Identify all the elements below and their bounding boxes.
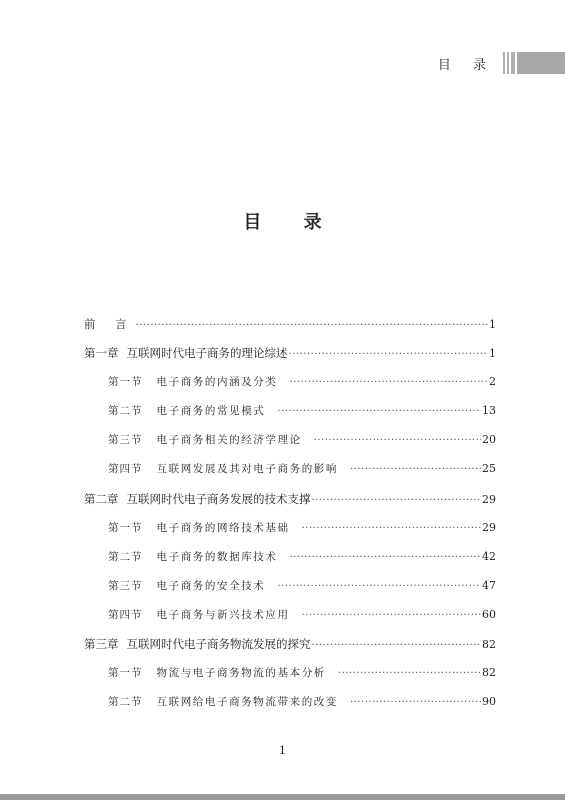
toc-entry-section[interactable] xyxy=(84,663,496,692)
toc-entry-title: 电子商务的安全技术 xyxy=(156,579,266,592)
toc-dot-leader xyxy=(136,316,488,336)
toc-entry-number: 第二节 xyxy=(108,550,143,563)
toc-entry-page: 1 xyxy=(489,318,496,331)
toc-entry-chapter[interactable] xyxy=(84,634,496,663)
header-bar-block xyxy=(517,52,565,74)
toc-entry-section[interactable] xyxy=(84,692,496,721)
toc-entry-title: 电子商务相关的经济学理论 xyxy=(156,434,302,447)
toc-entry-page: 47 xyxy=(482,578,496,592)
toc-entry-label xyxy=(108,401,265,421)
toc-entry-page: 90 xyxy=(482,695,496,709)
toc-entry-page: 13 xyxy=(482,404,496,418)
toc-entry-number: 第三节 xyxy=(108,579,143,592)
toc-entry-label xyxy=(108,605,290,625)
toc-entry-page: 2 xyxy=(489,375,496,389)
toc-entry-page: 82 xyxy=(482,666,496,680)
toc-dot-leader xyxy=(338,664,481,684)
page-title: 目 录 xyxy=(243,212,340,233)
toc-entry-title: 互联网给电子商务物流带来的改变 xyxy=(156,696,338,709)
toc-entry-page: 42 xyxy=(482,549,496,563)
toc-entry-number: 第二节 xyxy=(108,696,143,709)
running-header-title: 目 录 xyxy=(437,57,495,73)
page-number: 1 xyxy=(279,744,286,757)
toc-dot-leader xyxy=(314,431,481,451)
toc-entry-page: 29 xyxy=(482,520,496,534)
toc-entry-title: 电子商务与新兴技术应用 xyxy=(156,608,290,621)
toc-entry-label xyxy=(108,547,278,567)
toc-entry-title: 互联网发展及其对电子商务的影响 xyxy=(156,463,338,476)
toc-entry-number: 第一节 xyxy=(108,667,143,680)
toc-dot-leader xyxy=(302,519,481,539)
running-header xyxy=(438,52,565,74)
toc-entry-number: 第一节 xyxy=(108,376,143,389)
toc-entry-page: 1 xyxy=(489,347,496,361)
toc-entry-label xyxy=(84,343,288,363)
toc-entry-page: 25 xyxy=(482,462,496,476)
toc-entry-number: 第一节 xyxy=(108,521,143,534)
table-of-contents xyxy=(84,314,496,721)
toc-entry-title: 互联网时代电子商务的理论综述 xyxy=(126,346,288,361)
toc-entry-number: 第三节 xyxy=(108,434,143,447)
toc-entry-title: 互联网时代电子商务物流发展的探究 xyxy=(126,637,311,652)
page-bottom-bar xyxy=(0,794,565,800)
toc-entry-section[interactable] xyxy=(84,518,496,547)
toc-entry-label xyxy=(108,663,326,683)
toc-entry-preface[interactable] xyxy=(84,314,496,343)
toc-entry-title: 电子商务的数据库技术 xyxy=(156,550,278,563)
toc-entry-number: 第四节 xyxy=(108,463,143,476)
toc-dot-leader xyxy=(290,548,482,568)
toc-entry-section[interactable] xyxy=(84,372,496,401)
toc-entry-chapter[interactable] xyxy=(84,489,496,518)
toc-entry-label xyxy=(84,489,311,509)
toc-entry-title: 电子商务的网络技术基础 xyxy=(156,521,290,534)
toc-entry-title: 物流与电子商务物流的基本分析 xyxy=(156,667,326,680)
toc-entry-section[interactable] xyxy=(84,459,496,488)
toc-entry-number: 第二节 xyxy=(108,405,143,418)
toc-dot-leader xyxy=(289,345,489,365)
toc-entry-label xyxy=(84,634,311,654)
toc-entry-label xyxy=(108,576,265,596)
toc-dot-leader xyxy=(277,577,481,597)
toc-entry-number: 第二章 xyxy=(84,491,119,506)
toc-entry-number: 第一章 xyxy=(84,346,119,361)
toc-entry-number: 第三章 xyxy=(84,637,119,652)
toc-dot-leader xyxy=(312,636,482,656)
header-decoration-bars xyxy=(501,52,565,74)
header-bar xyxy=(503,52,505,74)
toc-entry-section[interactable] xyxy=(84,576,496,605)
toc-entry-page: 20 xyxy=(482,433,496,447)
toc-entry-label xyxy=(108,430,302,450)
toc-dot-leader xyxy=(277,402,481,422)
toc-entry-title: 电子商务的内涵及分类 xyxy=(156,376,278,389)
toc-entry-page: 60 xyxy=(482,607,496,621)
toc-dot-leader xyxy=(312,491,482,511)
toc-entry-page: 82 xyxy=(482,638,496,652)
toc-entry-label xyxy=(108,692,338,712)
toc-dot-leader xyxy=(350,693,481,713)
header-bar xyxy=(507,52,509,74)
toc-entry-chapter[interactable] xyxy=(84,343,496,372)
toc-entry-page: 29 xyxy=(482,492,496,506)
toc-entry-section[interactable] xyxy=(84,547,496,576)
toc-entry-number: 第四节 xyxy=(108,608,143,621)
toc-entry-title: 电子商务的常见模式 xyxy=(156,405,266,418)
toc-entry-label xyxy=(108,518,290,538)
toc-entry-title: 互联网时代电子商务发展的技术支撑 xyxy=(126,491,311,506)
toc-entry-section[interactable] xyxy=(84,401,496,430)
toc-entry-section[interactable] xyxy=(84,430,496,459)
toc-entry-label xyxy=(108,459,338,479)
toc-dot-leader xyxy=(290,373,489,393)
toc-dot-leader xyxy=(302,606,481,626)
toc-entry-section[interactable] xyxy=(84,605,496,634)
toc-entry-title: 前 言 xyxy=(84,317,135,331)
toc-entry-label xyxy=(84,314,135,334)
toc-dot-leader xyxy=(350,460,481,480)
toc-entry-label xyxy=(108,372,278,392)
header-bar xyxy=(511,52,515,74)
